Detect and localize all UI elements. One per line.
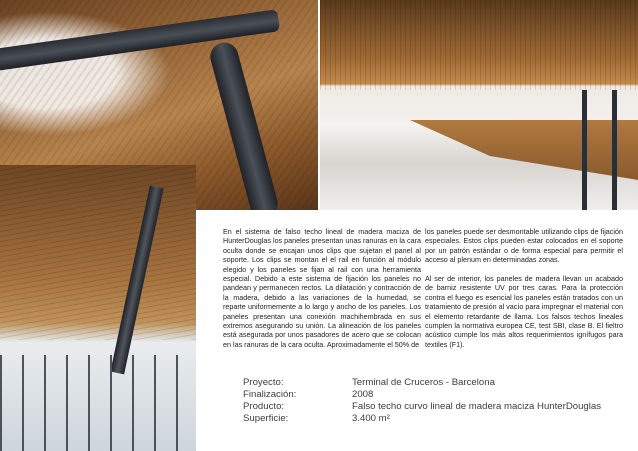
info-row-superficie xyxy=(243,413,623,425)
description-column-right xyxy=(425,227,623,359)
description-paragraph: los paneles puede ser desmontable utilizando clips de fijación especiales. Estos clips pueden estar colocados en el soporte por un patrón estándar o de forma especial para permitir el acceso al plenum en determinadas zonas. xyxy=(425,227,623,265)
description-paragraph: En el sistema de falso techo lineal de madera maciza de HunterDouglas los paneles presentan unas ranuras en la cara oculta donde se encajan unos clips que sujetan el panel al soporte. Los clips se montan el el rail en función al módulo elegido y los paneles se fijan al rail con una herramienta especial. Debido a este sistema de fijación los paneles no pandean y permanecen rectos. La dilatación y contracción de la madera, debido a las variaciones de la humedad, se reparte uniformemente a lo largo y ancho de los paneles. Los paneles presentan una conexión machihembrada en sus extremos asegurando su unión. La alineación de los paneles está asegurada por unos pasadores de acero que se colocan en las ranuras de la cara oculta. Aproximadamente el 50% de xyxy=(223,227,421,349)
wood-ceiling-perspective xyxy=(410,120,638,180)
info-row-finalizacion xyxy=(243,389,623,401)
wood-ceiling-texture xyxy=(320,0,638,90)
info-label: Producto: xyxy=(243,401,285,413)
description-column-left xyxy=(223,227,421,359)
info-value: Terminal de Cruceros - Barcelona xyxy=(352,377,495,388)
info-label: Proyecto: xyxy=(243,377,284,388)
info-value: Falso techo curvo lineal de madera maciza HunterDouglas xyxy=(352,401,602,413)
info-row-producto xyxy=(243,401,623,413)
info-label: Finalización: xyxy=(243,389,297,401)
ceiling-photo-top-right xyxy=(320,0,638,210)
wood-slats-texture xyxy=(0,165,196,340)
info-value: 3.400 m² xyxy=(352,413,390,425)
info-row-proyecto xyxy=(243,377,623,389)
project-info-table xyxy=(243,377,623,425)
description-paragraph: Al ser de interior, los paneles de madera llevan un acabado de barniz resistente UV por tres caras. Para la protección contra el fuego es esencial los paneles están tratados con un tratamiento de presión al vacío para impregnar el material con el elemento retardante de llama. Los falsos techos lineales cumplen la normativa europea CE, test SBI, clase B. El fieltro acústico cumple los más altos requerimientos ignífugos para textiles (F1). xyxy=(425,274,623,349)
ceiling-photo-bottom-left xyxy=(0,165,196,451)
info-label: Superficie: xyxy=(243,413,289,425)
glass-facade xyxy=(0,355,196,451)
steel-column xyxy=(582,90,587,210)
info-value: 2008 xyxy=(352,389,374,401)
steel-column xyxy=(612,90,617,210)
